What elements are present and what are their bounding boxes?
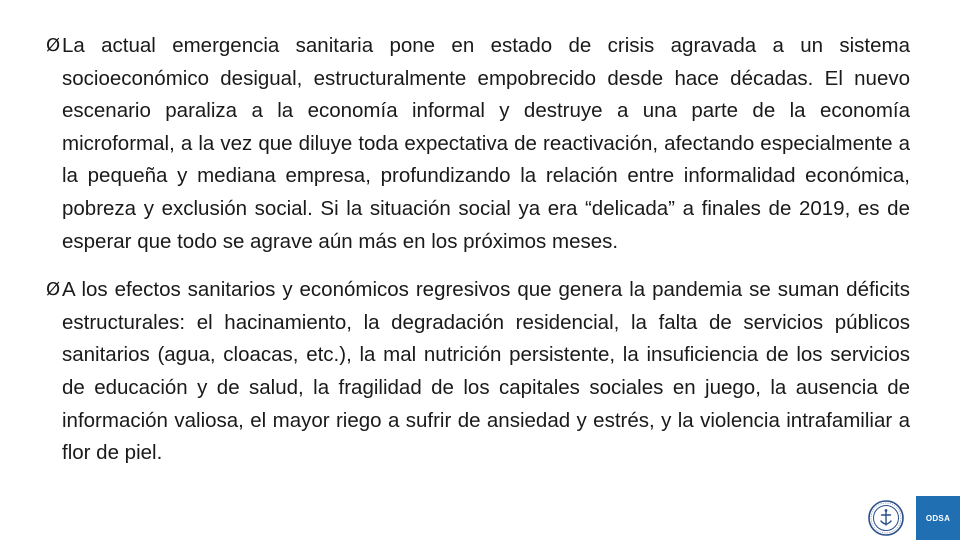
university-seal-icon: [868, 500, 904, 536]
bullet-paragraph-1: [46, 30, 910, 258]
paragraph-text-1: La actual emergencia sanitaria pone en estado de crisis agravada a un sistema socioeconómico desigual, estructuralmente empobrecido desde hace décadas. El nuevo escenario paraliza a la economía informal y destruye a una parte de la economía microformal, a la vez que diluye toda expectativa de reactivación, afectando especialmente a la pequeña y mediana empresa, profundizando la relación entre informalidad económica, pobreza y exclusión social. Si la situación social ya era “delicada” a finales de 2019, es de esperar que todo se agrave aún más en los próximos meses.: [62, 34, 910, 253]
bullet-paragraph-2: [46, 274, 910, 470]
paragraph-text-2: A los efectos sanitarios y económicos regresivos que genera la pandemia se suman déficits estructurales: el hacinamiento, la degradación residencial, la falta de servicios públicos sanitarios (agua, cloacas, etc.), la mal nutrición persistente, la insuficiencia de los servicios de educación y de salud, la fragilidad de los capitales sociales en juego, la ausencia de información valiosa, el mayor riego a sufrir de ansiedad y estrés, y la violencia intrafamiliar a flor de piel.: [62, 278, 910, 465]
odsa-logo-text: ODSA: [925, 513, 951, 523]
odsa-logo: [916, 496, 960, 540]
arrow-bullet-icon: Ø: [46, 35, 61, 56]
arrow-bullet-icon: Ø: [46, 279, 61, 301]
slide-body: [46, 30, 910, 470]
